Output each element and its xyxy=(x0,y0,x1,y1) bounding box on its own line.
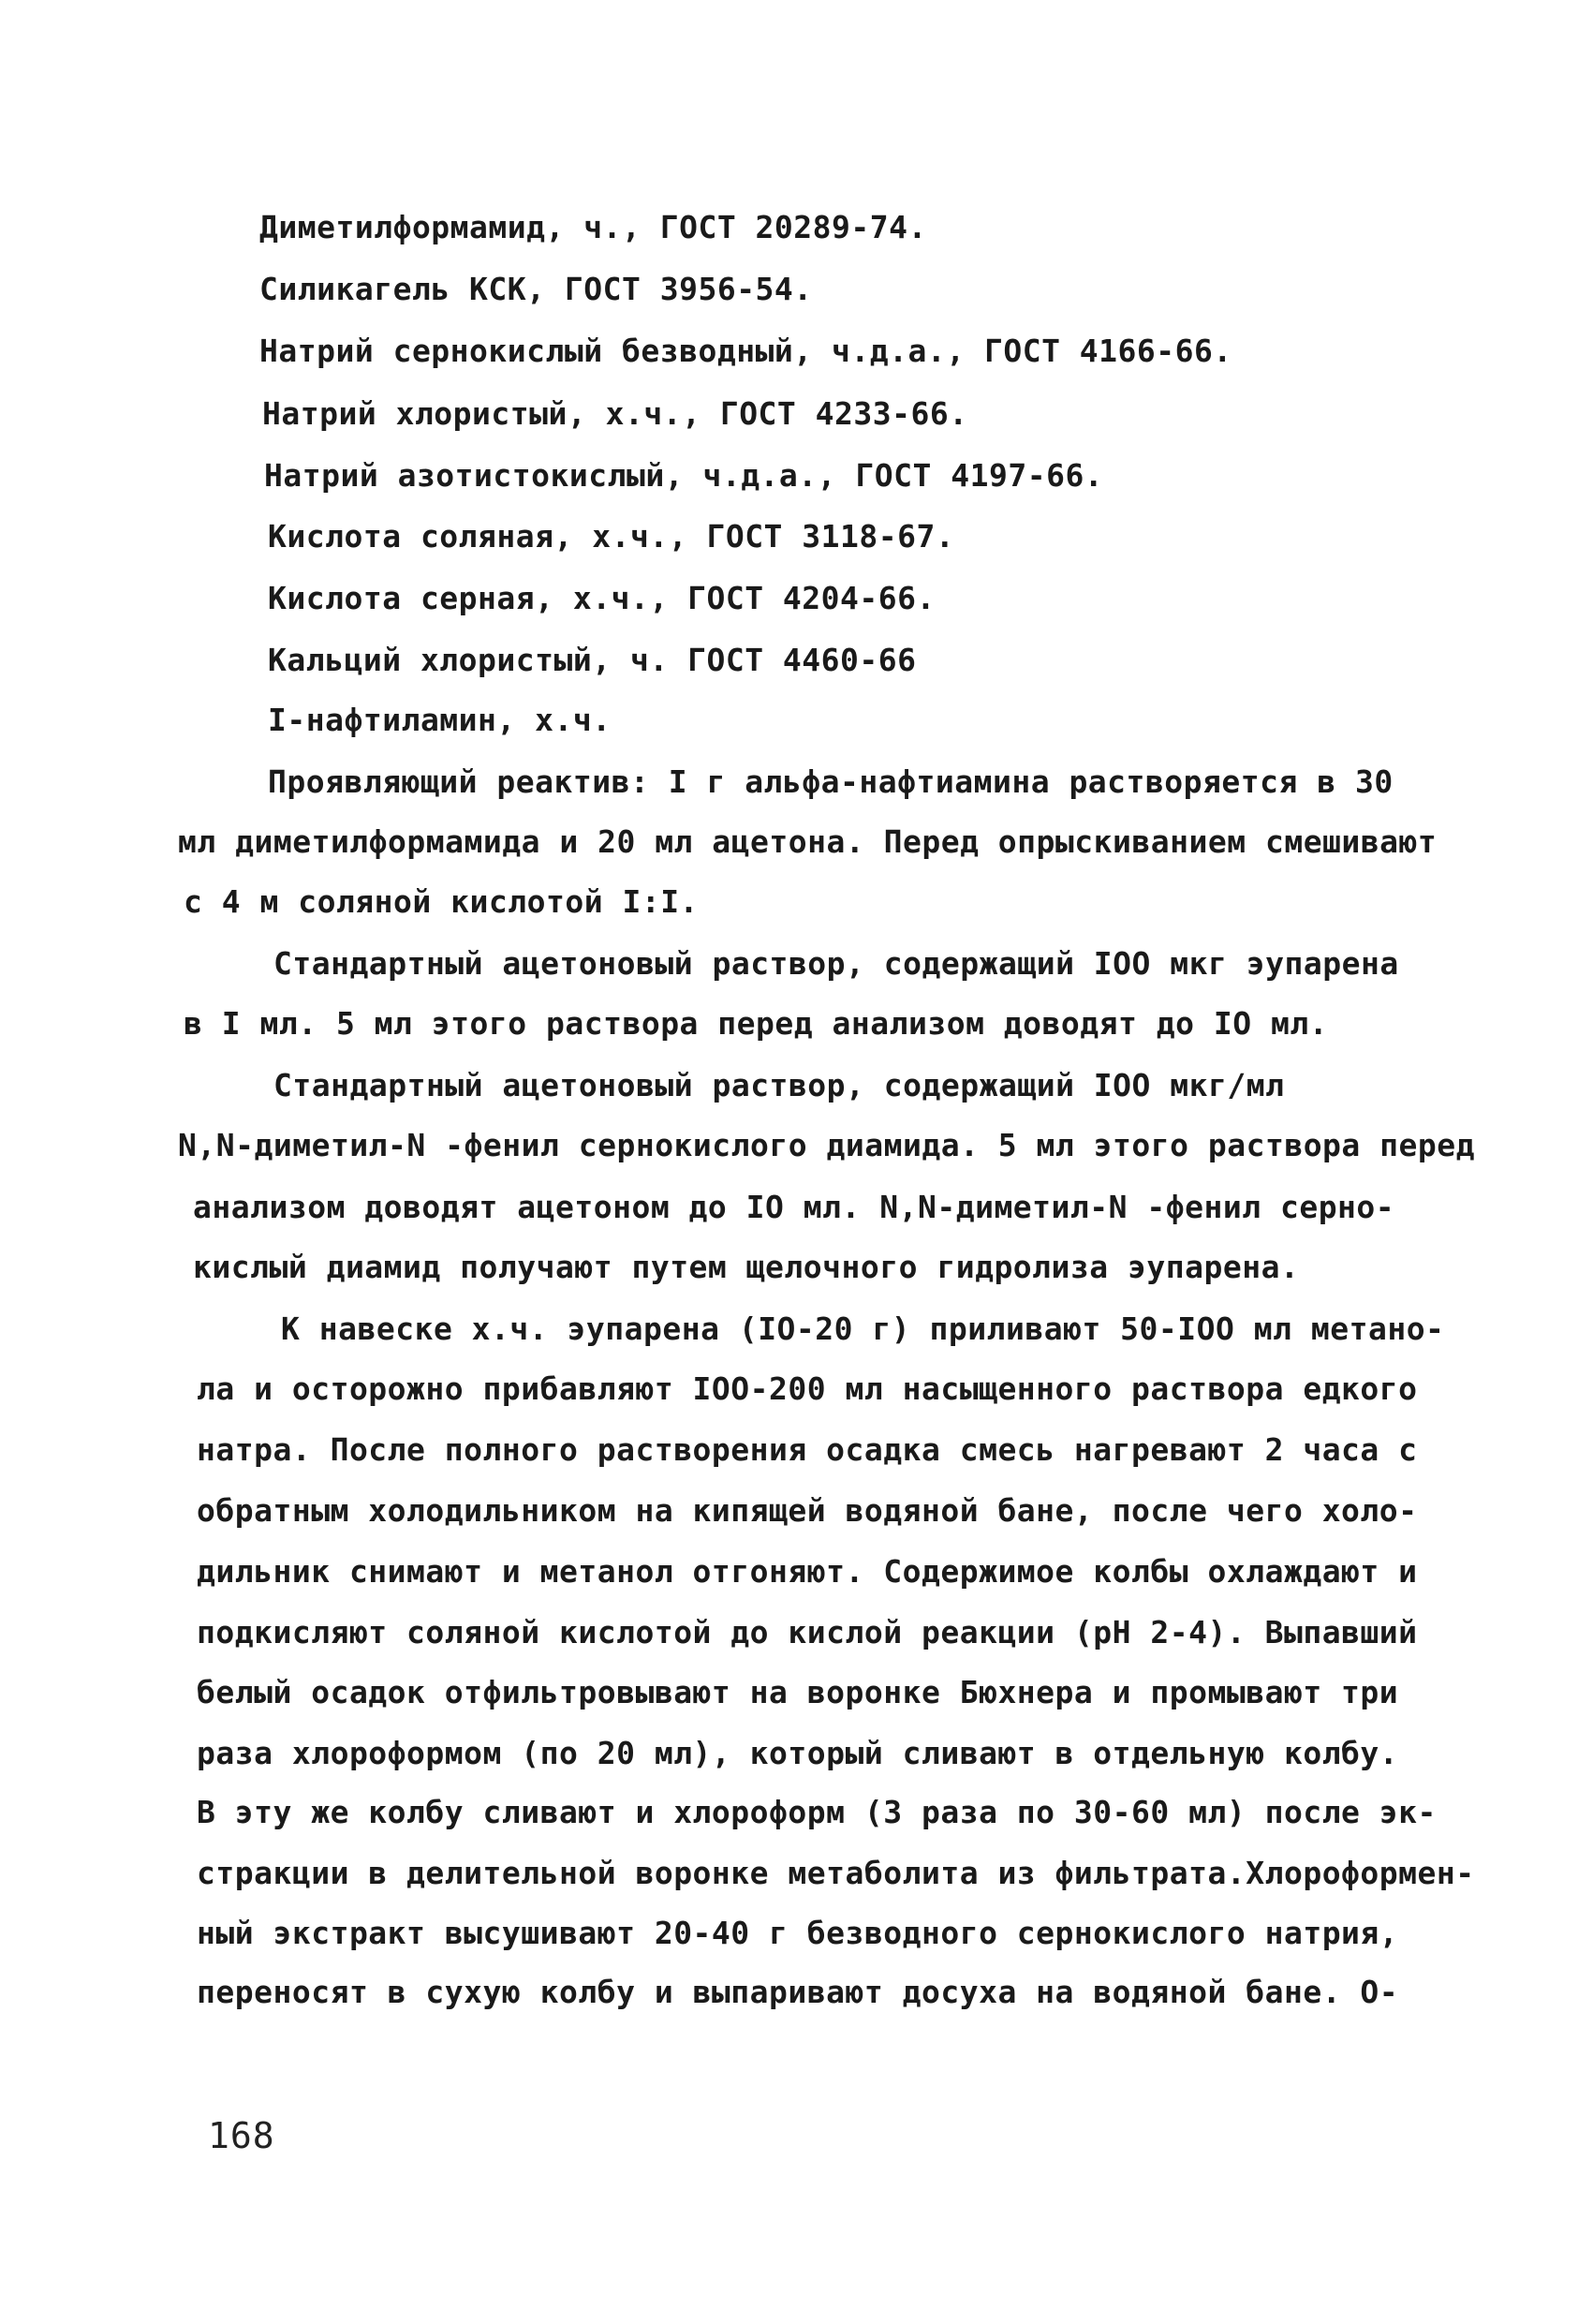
text-line-standard-2: в I мл. 5 мл этого раствора перед анализом доводят до IO мл. xyxy=(184,1005,1329,1042)
text-line-reagent-1: Проявляющий реактив: I г альфа-нафтиамина растворяется в 30 xyxy=(268,763,1394,800)
text-line-procedure-8: раза хлороформом (по 20 мл), который сливают в отдельную колбу. xyxy=(197,1735,1399,1771)
text-line-procedure-12: переносят в сухую колбу и выпаривают досуха на водяной бане. О- xyxy=(197,1974,1399,2010)
text-line-calcium-chloride: Кальций хлористый, ч. ГОСТ 4460-66 xyxy=(268,642,917,678)
text-line-procedure-4: обратным холодильником на кипящей водяной бане, после чего холо- xyxy=(197,1492,1418,1529)
text-line-reagent-3: с 4 м соляной кислотой I:I. xyxy=(184,883,699,920)
text-line-standard-b-2: N,N-диметил-N -фенил сернокислого диамида. 5 мл этого раствора перед xyxy=(178,1127,1476,1163)
text-line-dmf: Диметилформамид, ч., ГОСТ 20289-74. xyxy=(259,209,927,245)
text-line-hydrochloric-acid: Кислота соляная, х.ч., ГОСТ 3118-67. xyxy=(268,518,955,555)
text-line-standard-b-3: анализом доводят ацетоном до IO мл. N,N-диметил-N -фенил серно- xyxy=(193,1189,1395,1225)
text-line-sodium-sulfate: Натрий сернокислый безводный, ч.д.а., ГОСТ 4166-66. xyxy=(259,333,1232,369)
text-line-procedure-9: В эту же колбу сливают и хлороформ (3 раза по 30-60 мл) после эк- xyxy=(197,1794,1437,1830)
text-line-procedure-1: К навеске х.ч. эупарена (IO-20 г) приливают 50-IOO мл метано- xyxy=(281,1310,1445,1347)
text-line-procedure-5: дильник снимают и метанол отгоняют. Содержимое колбы охлаждают и xyxy=(197,1553,1418,1590)
text-line-sodium-chloride: Натрий хлористый, х.ч., ГОСТ 4233-66. xyxy=(262,395,968,432)
text-line-procedure-3: натра. После полного растворения осадка смесь нагревают 2 часа с xyxy=(197,1431,1418,1468)
text-line-procedure-2: ла и осторожно прибавляют IOO-200 мл насыщенного раствора едкого xyxy=(197,1370,1418,1407)
text-line-procedure-7: белый осадок отфильтровывают на воронке Бюхнера и промывают три xyxy=(197,1674,1399,1710)
text-line-procedure-10: стракции в делительной воронке метаболита из фильтрата.Хлороформен- xyxy=(197,1855,1475,1891)
text-line-sodium-nitrite: Натрий азотистокислый, ч.д.а., ГОСТ 4197-66. xyxy=(264,457,1104,494)
page-number: 168 xyxy=(208,2115,275,2156)
text-line-naphthylamine: I-нафтиламин, х.ч. xyxy=(268,702,612,738)
text-line-procedure-6: подкисляют соляной кислотой до кислой реакции (pH 2-4). Выпавший xyxy=(197,1614,1418,1650)
text-line-reagent-2: мл диметилформамида и 20 мл ацетона. Перед опрыскиванием смешивают xyxy=(178,823,1438,860)
text-line-standard-1: Стандартный ацетоновый раствор, содержащий IOO мкг эупарена xyxy=(273,945,1399,982)
text-line-sulfuric-acid: Кислота серная, х.ч., ГОСТ 4204-66. xyxy=(268,580,936,616)
text-line-silica-gel: Силикагель КСК, ГОСТ 3956-54. xyxy=(259,271,813,307)
text-line-standard-b-1: Стандартный ацетоновый раствор, содержащий IOO мкг/мл xyxy=(273,1067,1285,1103)
text-line-procedure-11: ный экстракт высушивают 20-40 г безводного сернокислого натрия, xyxy=(197,1915,1399,1951)
text-line-standard-b-4: кислый диамид получают путем щелочного гидролиза эупарена. xyxy=(193,1249,1300,1285)
